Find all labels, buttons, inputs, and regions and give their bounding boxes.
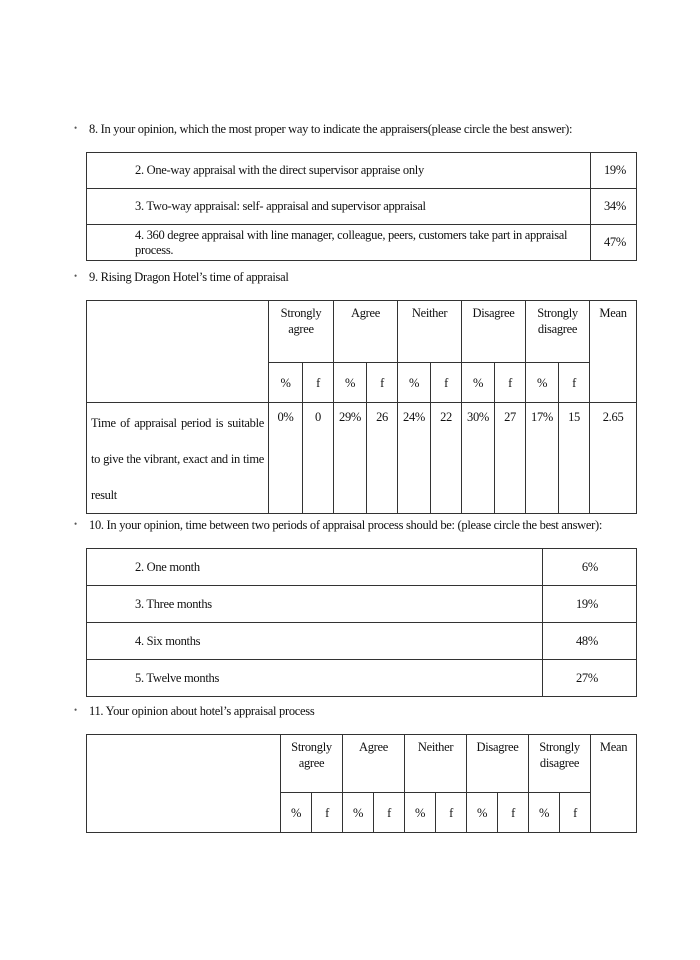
question-10-text: 10. In your opinion, time between two periods of appraisal process should be: (please circle the best answer): <box>89 518 603 532</box>
subheader-percent: % <box>281 793 312 833</box>
subheader-percent: % <box>334 363 367 403</box>
table-header-row <box>87 301 637 363</box>
bullet-icon: • <box>74 271 77 281</box>
table-row <box>87 660 637 697</box>
value-cell: 27 <box>495 403 526 514</box>
table-row <box>87 153 637 189</box>
subheader-percent: % <box>343 793 374 833</box>
option-label: 4. 360 degree appraisal with line manager, colleague, peers, customers take part in appraisal process. <box>87 225 591 261</box>
header-mean: Mean <box>590 301 637 403</box>
option-percent: 19% <box>543 586 637 623</box>
option-label: 2. One-way appraisal with the direct supervisor appraise only <box>87 153 591 189</box>
question-11-likert-table <box>86 734 637 833</box>
question-10-options-table <box>86 548 637 697</box>
table-row <box>87 623 637 660</box>
subheader-frequency: f <box>367 363 398 403</box>
option-percent: 47% <box>591 225 637 261</box>
subheader-percent: % <box>467 793 498 833</box>
header-mean: Mean <box>591 735 637 833</box>
header-agree: Agree <box>334 301 398 363</box>
table-row <box>87 586 637 623</box>
value-cell: 22 <box>431 403 462 514</box>
subheader-frequency: f <box>303 363 334 403</box>
table-header-row <box>87 735 637 793</box>
subheader-frequency: f <box>312 793 343 833</box>
option-percent: 6% <box>543 549 637 586</box>
option-percent: 34% <box>591 189 637 225</box>
header-strongly-disagree: Strongly disagree <box>526 301 590 363</box>
empty-header-cell <box>87 735 281 833</box>
option-label: 3. Two-way appraisal: self- appraisal and supervisor appraisal <box>87 189 591 225</box>
value-cell: 29% <box>334 403 367 514</box>
question-8-options-table <box>86 152 637 261</box>
subheader-percent: % <box>405 793 436 833</box>
question-11-text: 11. Your opinion about hotel’s appraisal process <box>89 704 315 718</box>
value-cell: 0 <box>303 403 334 514</box>
header-agree: Agree <box>343 735 405 793</box>
subheader-frequency: f <box>498 793 529 833</box>
value-cell: 26 <box>367 403 398 514</box>
row-label: Time of appraisal period is suitable to give the vibrant, exact and in time result <box>87 403 269 514</box>
header-strongly-disagree: Strongly disagree <box>529 735 591 793</box>
subheader-percent: % <box>526 363 559 403</box>
option-percent: 19% <box>591 153 637 189</box>
subheader-frequency: f <box>374 793 405 833</box>
subheader-frequency: f <box>436 793 467 833</box>
question-9-text: 9. Rising Dragon Hotel’s time of appraisal <box>89 270 289 284</box>
table-row <box>87 403 637 514</box>
table-row <box>87 549 637 586</box>
option-percent: 27% <box>543 660 637 697</box>
option-label: 4. Six months <box>87 623 543 660</box>
value-cell: 17% <box>526 403 559 514</box>
question-9-likert-table <box>86 300 637 514</box>
subheader-percent: % <box>269 363 303 403</box>
header-neither: Neither <box>398 301 462 363</box>
value-cell: 30% <box>462 403 495 514</box>
subheader-percent: % <box>398 363 431 403</box>
subheader-percent: % <box>529 793 560 833</box>
bullet-icon: • <box>74 705 77 715</box>
bullet-icon: • <box>74 123 77 133</box>
option-label: 2. One month <box>87 549 543 586</box>
header-disagree: Disagree <box>462 301 526 363</box>
subheader-frequency: f <box>495 363 526 403</box>
bullet-icon: • <box>74 519 77 529</box>
mean-value-cell: 2.65 <box>590 403 637 514</box>
value-cell: 24% <box>398 403 431 514</box>
value-cell: 15 <box>559 403 590 514</box>
table-row <box>87 189 637 225</box>
option-label: 5. Twelve months <box>87 660 543 697</box>
subheader-frequency: f <box>559 363 590 403</box>
table-row <box>87 225 637 261</box>
subheader-frequency: f <box>431 363 462 403</box>
empty-header-cell <box>87 301 269 403</box>
value-cell: 0% <box>269 403 303 514</box>
header-strongly-agree: Strongly agree <box>281 735 343 793</box>
header-disagree: Disagree <box>467 735 529 793</box>
header-neither: Neither <box>405 735 467 793</box>
option-label: 3. Three months <box>87 586 543 623</box>
header-strongly-agree: Strongly agree <box>269 301 334 363</box>
option-percent: 48% <box>543 623 637 660</box>
subheader-percent: % <box>462 363 495 403</box>
subheader-frequency: f <box>560 793 591 833</box>
question-8-text: 8. In your opinion, which the most proper way to indicate the appraisers(please circle the best answer): <box>89 122 573 136</box>
